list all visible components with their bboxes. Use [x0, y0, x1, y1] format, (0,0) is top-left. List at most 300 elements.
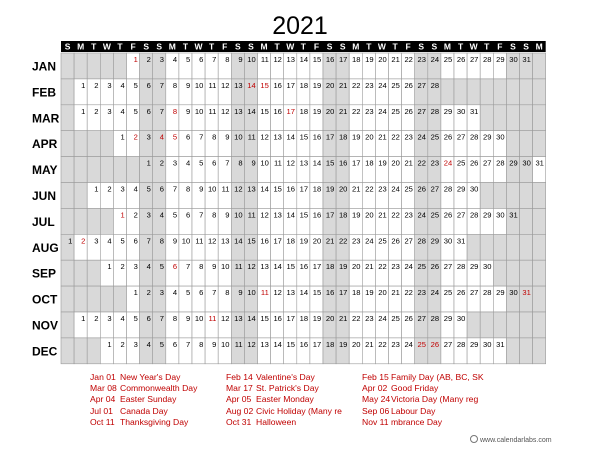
day-number: 22 [417, 158, 426, 168]
day-number: 30 [509, 55, 518, 64]
weekday-letter: S [523, 41, 529, 52]
day-number: 7 [172, 184, 178, 194]
day-number: 15 [260, 314, 269, 323]
day-number: 28 [430, 80, 440, 90]
holiday-name: Commonwealth Day [120, 383, 198, 394]
weekday-letter: T [392, 41, 398, 52]
day-number: 23 [352, 236, 361, 246]
month-label: AUG [32, 240, 59, 255]
weekday-letter: T [182, 41, 189, 52]
day-number: 16 [273, 106, 282, 116]
holiday-name: Canada Day [120, 405, 168, 416]
day-number: 20 [312, 236, 322, 246]
month-label: APR [32, 137, 58, 152]
weekday-letter: T [484, 41, 490, 52]
weekday-letter: S [235, 41, 241, 52]
weekday-letter: S [156, 41, 163, 52]
day-number: 3 [133, 339, 138, 349]
weekday-letter: S [431, 41, 438, 52]
holiday-entry [362, 372, 484, 383]
day-number: 26 [391, 236, 400, 246]
day-number: 11 [234, 339, 243, 349]
day-number: 12 [260, 132, 269, 142]
day-number: 27 [456, 210, 466, 220]
day-number: 5 [120, 236, 125, 246]
day-number: 25 [391, 80, 400, 90]
day-number: 26 [469, 158, 479, 168]
empty-cell [113, 53, 126, 79]
day-number: 21 [378, 210, 387, 220]
day-number: 2 [146, 55, 151, 64]
holiday-entry [362, 394, 479, 405]
empty-cell [533, 338, 546, 364]
day-number: 29 [456, 184, 466, 194]
day-number: 17 [286, 314, 295, 323]
day-number: 9 [185, 106, 191, 116]
weekday-letter: T [366, 41, 372, 52]
day-number: 21 [365, 339, 374, 349]
empty-cell [506, 183, 519, 209]
holiday-day-number: 25 [417, 339, 426, 349]
day-number: 7 [199, 132, 204, 142]
empty-cell [87, 131, 100, 157]
day-number: 23 [365, 314, 374, 323]
day-number: 19 [378, 158, 387, 168]
empty-cell [533, 260, 546, 286]
day-number: 18 [338, 132, 348, 142]
month-label: SEP [32, 266, 57, 281]
day-number: 3 [146, 132, 151, 142]
weekday-letter: W [377, 41, 386, 52]
empty-cell [74, 208, 87, 234]
day-number: 4 [120, 314, 125, 323]
day-number: 15 [247, 236, 256, 246]
empty-cell [520, 131, 533, 157]
empty-cell [533, 234, 546, 260]
day-number: 1 [107, 339, 112, 349]
day-number: 30 [443, 236, 453, 246]
day-number: 22 [352, 106, 361, 116]
day-number: 6 [146, 106, 151, 116]
weekday-letter: S [143, 41, 149, 52]
day-number: 17 [312, 339, 322, 349]
day-number: 1 [81, 106, 86, 116]
day-number: 17 [325, 132, 335, 142]
day-number: 18 [312, 184, 322, 194]
empty-cell [74, 338, 87, 364]
day-number: 18 [299, 106, 309, 116]
day-number: 7 [159, 80, 164, 90]
day-number: 29 [496, 55, 505, 64]
day-number: 18 [286, 236, 295, 246]
holiday-date: Apr 05 [226, 394, 252, 405]
day-number: 2 [120, 339, 125, 349]
day-number: 30 [469, 184, 479, 194]
empty-cell [520, 105, 533, 131]
month-label: MAY [32, 163, 58, 178]
day-number: 13 [273, 132, 282, 142]
day-number: 22 [404, 288, 413, 298]
day-number: 23 [391, 339, 400, 349]
weekday-letter: W [102, 41, 111, 52]
day-number: 16 [312, 210, 322, 220]
day-number: 28 [417, 236, 426, 246]
holiday-day-number: 15 [260, 80, 269, 90]
holiday-day-number: 31 [522, 288, 531, 298]
empty-cell [100, 286, 113, 312]
empty-cell [506, 105, 519, 131]
day-number: 16 [338, 158, 348, 168]
month-label: MAR [32, 111, 60, 126]
day-number: 17 [352, 158, 361, 168]
day-number: 30 [522, 158, 531, 168]
weekday-letter: F [130, 41, 136, 52]
day-number: 3 [133, 262, 138, 272]
day-number: 16 [299, 339, 309, 349]
day-number: 25 [417, 262, 426, 272]
day-number: 6 [199, 288, 204, 298]
empty-cell [493, 312, 506, 338]
day-number: 12 [260, 210, 269, 220]
weekday-letter: T [117, 41, 123, 52]
day-number: 12 [221, 80, 230, 90]
day-number: 20 [365, 132, 374, 142]
day-number: 19 [299, 236, 309, 246]
holiday-date: Oct 31 [226, 416, 252, 427]
day-number: 17 [325, 210, 335, 220]
day-number: 31 [509, 210, 518, 220]
day-number: 31 [469, 106, 479, 116]
day-number: 14 [286, 210, 295, 220]
day-number: 4 [172, 55, 178, 64]
holiday-name: Thanksgiving Day [120, 416, 189, 427]
empty-cell [61, 208, 74, 234]
day-number: 14 [299, 288, 309, 298]
day-number: 28 [443, 184, 453, 194]
day-number: 21 [338, 106, 348, 116]
day-number: 16 [325, 288, 335, 298]
day-number: 14 [273, 262, 282, 272]
day-number: 2 [107, 184, 112, 194]
day-number: 1 [81, 314, 86, 323]
day-number: 16 [260, 236, 269, 246]
weekday-letter: M [260, 41, 268, 52]
holiday-date: Mar 17 [226, 383, 253, 394]
holiday-name: Good Friday [391, 383, 439, 394]
day-number: 2 [120, 262, 125, 272]
day-number: 12 [273, 55, 282, 64]
day-number: 22 [352, 314, 361, 323]
day-number: 10 [194, 106, 204, 116]
day-number: 12 [247, 262, 256, 272]
day-number: 15 [260, 106, 269, 116]
day-number: 15 [273, 184, 282, 194]
day-number: 8 [172, 80, 178, 90]
day-number: 11 [260, 55, 269, 64]
day-number: 31 [522, 55, 531, 64]
weekday-letter: F [405, 41, 411, 52]
day-number: 30 [509, 288, 518, 298]
empty-cell [100, 131, 113, 157]
day-number: 27 [456, 132, 466, 142]
day-number: 14 [247, 106, 256, 116]
day-number: 22 [391, 210, 400, 220]
day-number: 29 [483, 210, 492, 220]
day-number: 10 [247, 288, 256, 298]
day-number: 16 [273, 314, 282, 323]
holiday-day-number: 17 [286, 106, 295, 116]
day-number: 28 [456, 339, 466, 349]
day-number: 4 [146, 339, 151, 349]
month-label: DEC [32, 344, 58, 359]
empty-cell [493, 79, 506, 105]
empty-cell [520, 234, 533, 260]
month-label: JAN [32, 59, 57, 74]
day-number: 30 [483, 339, 492, 349]
holiday-day-number: 8 [172, 106, 178, 116]
holiday-entry [226, 417, 360, 428]
holiday-entry [226, 394, 360, 405]
day-number: 29 [496, 288, 505, 298]
day-number: 18 [299, 314, 309, 323]
empty-cell [506, 260, 519, 286]
day-number: 24 [378, 80, 387, 90]
day-number: 4 [146, 262, 151, 272]
day-number: 26 [404, 314, 413, 323]
day-number: 10 [194, 80, 204, 90]
holiday-day-number: 24 [443, 158, 453, 168]
day-number: 8 [199, 262, 204, 272]
day-number: 3 [159, 288, 164, 298]
holiday-name: Easter Sunday [120, 394, 177, 405]
holiday-day-number: 1 [133, 55, 138, 64]
weekday-letter: M [443, 41, 451, 52]
day-number: 23 [365, 80, 374, 90]
day-number: 28 [430, 106, 440, 116]
day-number: 17 [273, 236, 282, 246]
day-number: 21 [338, 80, 348, 90]
empty-cell [87, 208, 100, 234]
holiday-entry [226, 406, 360, 417]
day-number: 21 [404, 158, 413, 168]
day-number: 1 [133, 288, 138, 298]
day-number: 19 [365, 55, 374, 64]
day-number: 22 [338, 236, 348, 246]
day-number: 30 [456, 314, 466, 323]
empty-cell [454, 79, 467, 105]
day-number: 27 [469, 55, 479, 64]
weekday-letter: M [352, 41, 360, 52]
day-number: 17 [338, 288, 348, 298]
day-number: 11 [195, 236, 204, 246]
day-number: 28 [430, 314, 440, 323]
day-number: 10 [181, 236, 191, 246]
empty-cell [87, 157, 100, 183]
day-number: 10 [234, 132, 243, 142]
day-number: 24 [404, 262, 413, 272]
empty-cell [520, 312, 533, 338]
holiday-date: Jan 01 [90, 372, 116, 382]
weekday-letter: M [168, 41, 176, 52]
day-number: 19 [325, 184, 335, 194]
holiday-name: New Year's Day [120, 372, 181, 382]
day-number: 27 [483, 158, 492, 168]
day-number: 13 [299, 158, 309, 168]
holiday-day-number: 11 [208, 314, 217, 323]
day-number: 5 [133, 106, 138, 116]
weekday-letter: S [248, 41, 254, 52]
holiday-day-number: 6 [172, 262, 178, 272]
day-number: 24 [365, 236, 374, 246]
day-number: 24 [417, 132, 426, 142]
empty-cell [100, 208, 113, 234]
day-number: 7 [146, 236, 151, 246]
day-number: 25 [443, 288, 453, 298]
day-number: 18 [352, 55, 361, 64]
empty-cell [100, 53, 113, 79]
weekday-letter: S [326, 41, 333, 52]
day-number: 4 [120, 106, 125, 116]
day-number: 14 [273, 339, 282, 349]
day-number: 4 [159, 210, 164, 220]
holiday-name: mbrance Day [391, 416, 443, 427]
day-number: 3 [146, 210, 151, 220]
day-number: 1 [94, 184, 99, 194]
day-number: 9 [212, 339, 217, 349]
day-number: 15 [286, 339, 295, 349]
empty-cell [100, 157, 113, 183]
empty-cell [74, 157, 87, 183]
day-number: 16 [312, 132, 322, 142]
day-number: 15 [312, 288, 322, 298]
empty-cell [533, 286, 546, 312]
day-number: 6 [185, 132, 191, 142]
empty-cell [520, 183, 533, 209]
holiday-date: Apr 02 [362, 383, 388, 394]
day-number: 13 [247, 184, 256, 194]
day-number: 11 [247, 210, 256, 220]
day-number: 9 [212, 262, 217, 272]
day-number: 16 [273, 80, 282, 90]
holiday-name: Family Day (AB, BC, SK [391, 372, 484, 382]
weekday-letter: S [418, 41, 425, 52]
day-number: 29 [443, 106, 453, 116]
month-label: FEB [32, 85, 56, 100]
day-number: 30 [496, 210, 505, 220]
holiday-day-number: 2 [133, 132, 138, 142]
day-number: 15 [299, 132, 309, 142]
day-number: 4 [120, 80, 125, 90]
weekday-letter: T [457, 41, 464, 52]
empty-cell [467, 234, 480, 260]
empty-cell [493, 105, 506, 131]
day-number: 5 [159, 339, 164, 349]
empty-cell [74, 131, 87, 157]
day-number: 3 [120, 184, 125, 194]
day-number: 24 [430, 288, 440, 298]
day-number: 14 [312, 158, 322, 168]
day-number: 22 [391, 132, 400, 142]
day-number: 3 [107, 106, 112, 116]
day-number: 27 [430, 184, 440, 194]
day-number: 12 [286, 158, 295, 168]
day-number: 18 [338, 210, 348, 220]
holiday-date: Nov 11 [362, 416, 389, 427]
holiday-date: Jul 01 [90, 405, 113, 416]
day-number: 4 [107, 236, 112, 246]
day-number: 5 [133, 314, 138, 323]
holiday-day-number: 11 [260, 288, 269, 298]
empty-cell [480, 312, 493, 338]
day-number: 28 [469, 132, 479, 142]
empty-cell [87, 338, 100, 364]
holiday-day-number: 5 [172, 132, 178, 142]
day-number: 19 [312, 314, 322, 323]
day-number: 17 [338, 55, 348, 64]
holiday-name: Civic Holiday (Many re [256, 405, 342, 416]
empty-cell [493, 183, 506, 209]
empty-cell [493, 260, 506, 286]
day-number: 19 [365, 288, 374, 298]
day-number: 11 [247, 132, 256, 142]
holiday-date: May 24 [362, 394, 391, 405]
day-number: 12 [221, 106, 230, 116]
weekday-letter: T [91, 41, 97, 52]
footer-credit [470, 435, 552, 444]
empty-cell [61, 286, 74, 312]
day-number: 23 [365, 106, 374, 116]
day-number: 20 [338, 184, 348, 194]
month-label: NOV [32, 318, 59, 333]
empty-cell [74, 183, 87, 209]
day-number: 8 [172, 314, 178, 323]
day-number: 23 [430, 158, 440, 168]
empty-cell [74, 53, 87, 79]
day-number: 23 [417, 55, 426, 64]
holiday-date: Aug 02 [226, 405, 254, 416]
day-number: 7 [199, 210, 204, 220]
day-number: 10 [194, 314, 204, 323]
holiday-entry [226, 383, 360, 394]
day-number: 7 [185, 262, 191, 272]
day-number: 2 [159, 158, 164, 168]
day-number: 25 [443, 55, 453, 64]
day-number: 14 [247, 314, 256, 323]
day-number: 25 [404, 184, 413, 194]
day-number: 20 [352, 339, 361, 349]
holiday-date: Feb 14 [226, 372, 253, 382]
day-number: 7 [185, 339, 191, 349]
day-number: 12 [247, 339, 256, 349]
day-number: 15 [325, 158, 335, 168]
day-number: 5 [159, 262, 164, 272]
day-number: 2 [133, 210, 138, 220]
day-number: 9 [238, 55, 243, 64]
day-number: 19 [352, 210, 361, 220]
weekday-letter: T [274, 41, 280, 52]
day-number: 12 [234, 184, 243, 194]
day-number: 27 [469, 288, 479, 298]
day-number: 26 [404, 106, 413, 116]
day-number: 26 [443, 132, 453, 142]
day-number: 20 [391, 158, 400, 168]
day-number: 22 [365, 184, 374, 194]
day-number: 7 [159, 106, 164, 116]
day-number: 1 [68, 236, 73, 246]
day-number: 10 [207, 184, 217, 194]
day-number: 7 [159, 314, 164, 323]
day-number: 20 [325, 106, 335, 116]
